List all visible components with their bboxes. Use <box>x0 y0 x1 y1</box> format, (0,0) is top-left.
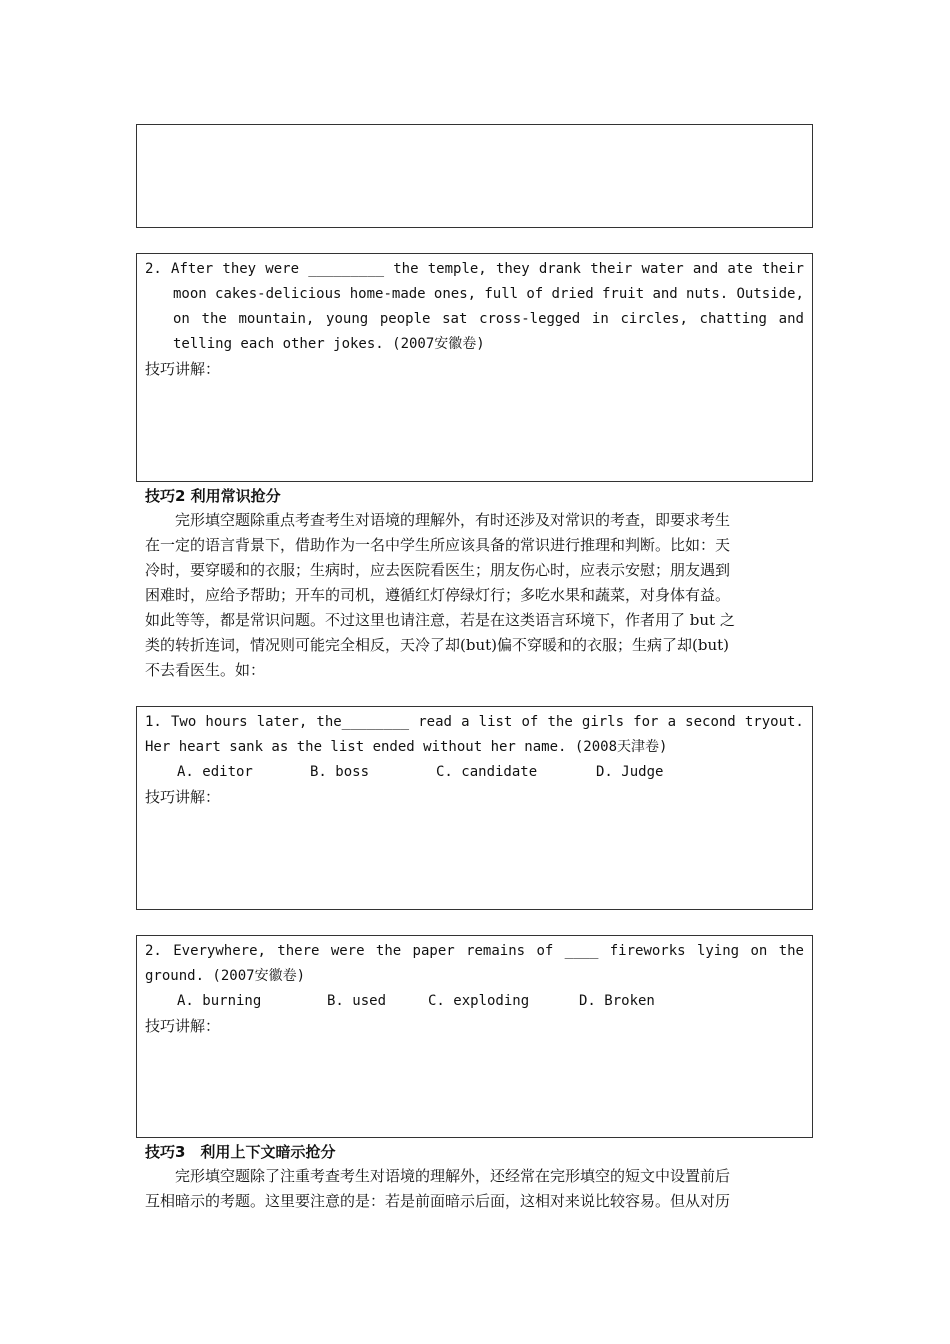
q2b-tip-label: 技巧讲解： <box>145 1017 221 1035</box>
word: paper <box>412 943 455 959</box>
question-box-2a <box>136 253 813 482</box>
word: of <box>526 286 544 302</box>
word: tryout. <box>744 714 804 730</box>
q1b-tip-label: 技巧讲解： <box>145 788 221 806</box>
q2a-line-1 <box>145 257 804 282</box>
question-box-2b <box>136 935 813 1138</box>
word: they <box>222 261 257 277</box>
word: Two <box>170 714 197 730</box>
word: 1. <box>145 714 162 730</box>
word: moon <box>173 286 207 302</box>
word: _________ <box>308 261 385 277</box>
word: ones, <box>433 286 477 302</box>
word: circles, <box>620 311 688 327</box>
q2b-option-c: C. exploding <box>428 993 530 1009</box>
word: ____ <box>564 943 599 959</box>
q1b-option-a: A. editor <box>177 764 253 780</box>
word: sat <box>442 311 468 327</box>
word: people <box>379 311 431 327</box>
word: later, <box>256 714 308 730</box>
s2-line: 类的转折连词，情况则可能完全相反，天冷了却(but)偏不穿暖和的衣服；生病了却(but) <box>145 636 729 654</box>
word: and <box>652 286 678 302</box>
s2-line: 如此等等，都是常识问题。不过这里也请注意，若是在这类语言环境下，作者用了 but 之 <box>145 611 735 629</box>
s3-line: 完形填空题除了注重考查考生对语境的理解外，还经常在完形填空的短文中设置前后 <box>145 1167 731 1185</box>
q2b-line-1 <box>145 939 804 964</box>
q1b-line-2: Her heart sank as the list ended without her name. (2008天津卷) <box>145 739 668 755</box>
q2a-line-4: telling each other jokes. (2007安徽卷) <box>173 336 485 352</box>
word: the <box>393 261 419 277</box>
q2b-option-d: D. Broken <box>579 993 655 1009</box>
word: on <box>750 943 768 959</box>
word: After <box>171 261 214 277</box>
q2b-line-2: ground. (2007安徽卷) <box>145 968 306 984</box>
word: 2. <box>145 943 162 959</box>
word: ate <box>727 261 753 277</box>
word: they <box>495 261 530 277</box>
word: of <box>536 943 554 959</box>
section-3-heading: 技巧3 利用上下文暗示抢分 <box>145 1143 336 1161</box>
s2-line: 不去看医生。如： <box>145 661 266 679</box>
word: full <box>484 286 519 302</box>
word: in <box>591 311 609 327</box>
word: young <box>326 311 369 327</box>
question-box-1b <box>136 706 813 910</box>
word: there <box>277 943 320 959</box>
word: and <box>778 311 804 327</box>
word: were <box>330 943 365 959</box>
word: the <box>375 943 402 959</box>
word: of <box>521 714 539 730</box>
word: temple, <box>427 261 487 277</box>
word: water <box>641 261 684 277</box>
word: the________ <box>316 714 410 730</box>
q2b-option-b: B. used <box>327 993 387 1009</box>
s2-line: 在一定的语言背景下，借助作为一名中学生所应该具备的常识进行推理和判断。比如：天 <box>145 536 731 554</box>
word: Outside, <box>736 286 804 302</box>
word: Everywhere, <box>173 943 266 959</box>
word: for <box>633 714 659 730</box>
word: were <box>265 261 300 277</box>
q1b-option-c: C. candidate <box>436 764 538 780</box>
word: cross-legged <box>479 311 581 327</box>
s3-line: 互相暗示的考题。这里要注意的是：若是前面暗示后面，这相对来说比较容易。但从对历 <box>145 1192 731 1210</box>
word: mountain, <box>238 311 315 327</box>
q1b-line-1 <box>145 710 804 735</box>
s2-line: 冷时，要穿暖和的衣服；生病时，应去医院看医生；朋友伤心时，应表示安慰；朋友遇到 <box>145 561 731 579</box>
word: chatting <box>699 311 767 327</box>
word: girls <box>581 714 625 730</box>
q1b-option-b: B. boss <box>310 764 370 780</box>
word: list <box>478 714 513 730</box>
q2a-line-3 <box>173 307 804 332</box>
word: lying <box>696 943 740 959</box>
word: drank <box>538 261 581 277</box>
q1b-option-d: D. Judge <box>596 764 664 780</box>
word: their <box>761 261 804 277</box>
word: the <box>547 714 573 730</box>
q2a-tip-label: 技巧讲解： <box>145 360 221 378</box>
empty-answer-box <box>136 124 813 228</box>
word: cakes-delicious <box>215 286 342 302</box>
s2-line: 完形填空题除重点考查考生对语境的理解外，有时还涉及对常识的考查，即要求考生 <box>145 511 731 529</box>
word: the <box>778 943 804 959</box>
word: fireworks <box>609 943 686 959</box>
word: 2. <box>145 261 162 277</box>
section-2-heading: 技巧2 利用常识抢分 <box>145 487 281 505</box>
s2-line: 困难时，应给予帮助；开车的司机，遵循红灯停绿灯行；多吃水果和蔬菜，对身体有益。 <box>145 586 731 604</box>
q2b-option-a: A. burning <box>177 993 262 1009</box>
word: fruit <box>601 286 645 302</box>
word: their <box>590 261 633 277</box>
word: a <box>667 714 677 730</box>
word: nuts. <box>686 286 729 302</box>
word: hours <box>205 714 248 730</box>
word: on <box>173 311 190 327</box>
word: remains <box>466 943 526 959</box>
word: home-made <box>349 286 426 302</box>
word: the <box>201 311 227 327</box>
word: and <box>692 261 719 277</box>
word: a <box>461 714 470 730</box>
q2a-line-2 <box>173 282 804 307</box>
word: dried <box>551 286 594 302</box>
word: read <box>418 714 452 730</box>
word: second <box>685 714 736 730</box>
